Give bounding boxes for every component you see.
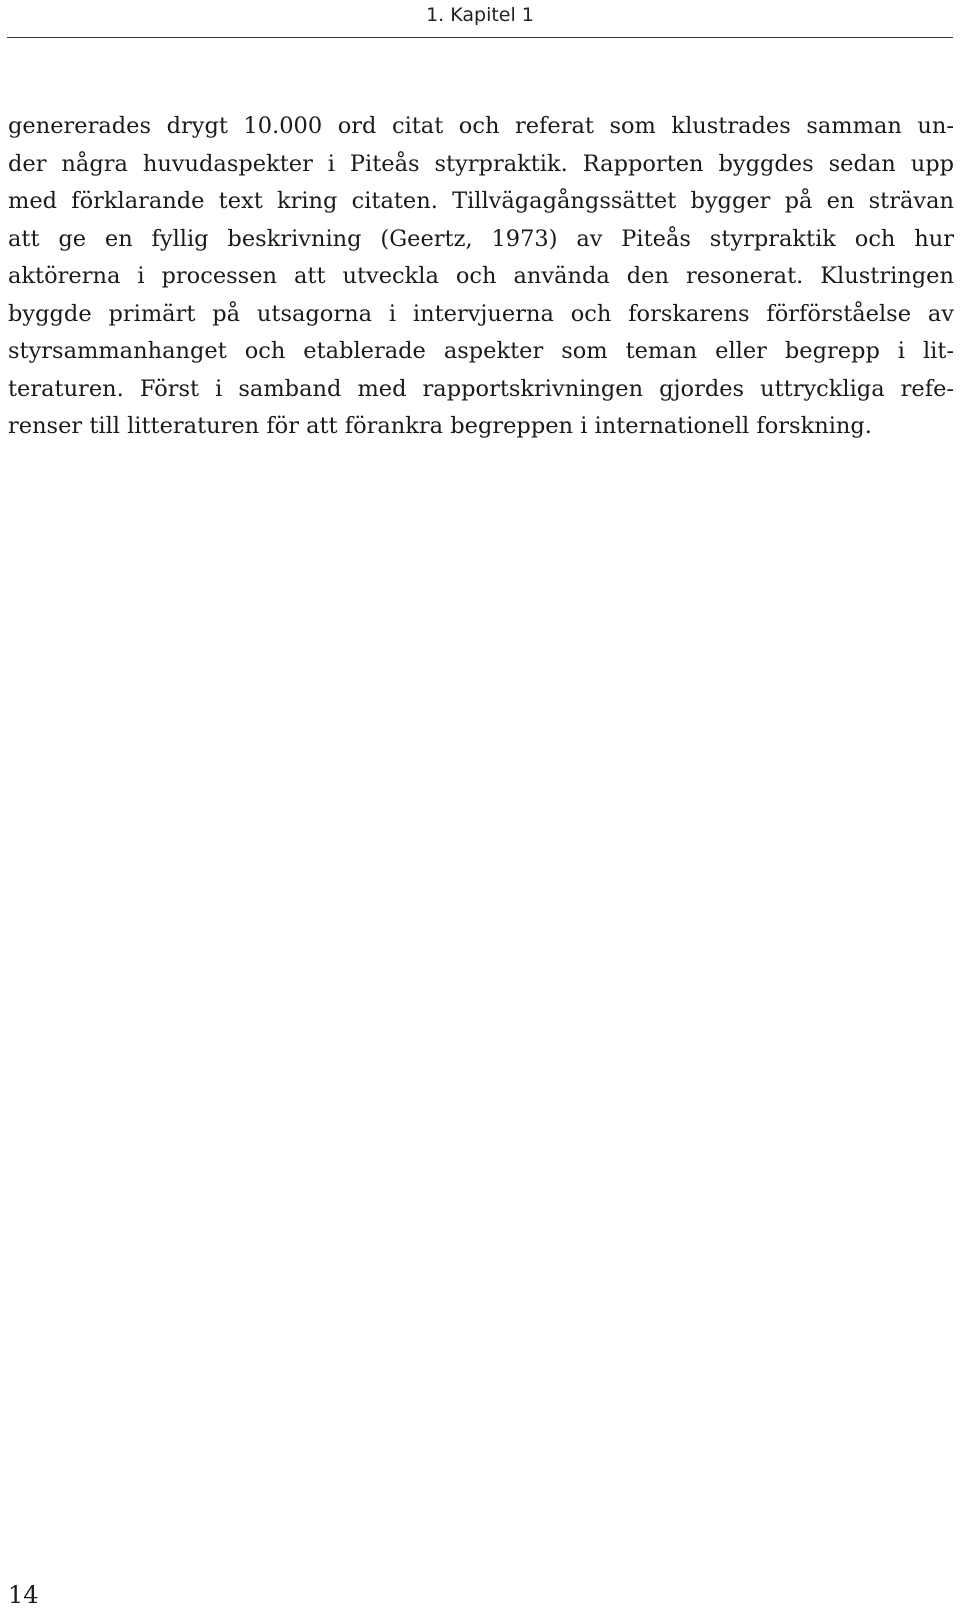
text-line: att ge en fyllig beskrivning (Geertz, 1973) av Piteås styrpraktik och hur	[8, 225, 954, 252]
body-paragraph	[8, 108, 954, 446]
text-line: aktörerna i processen att utveckla och använda den resonerat. Klustringen	[8, 263, 954, 289]
text-line: med förklarande text kring citaten. Tillvägagångssättet bygger på en strävan	[8, 188, 954, 214]
text-line: renser till litteraturen för att förankra begreppen i internationell forskning.	[8, 413, 872, 439]
header-rule	[7, 37, 953, 38]
text-line: der några huvudaspekter i Piteås styrpraktik. Rapporten byggdes sedan upp	[8, 150, 954, 177]
page-number: 14	[8, 1581, 39, 1609]
running-header	[0, 0, 960, 38]
text-line: teraturen. Först i samband med rapportskrivningen gjordes uttryckliga refe-	[8, 375, 954, 402]
text-line: byggde primärt på utsagorna i intervjuerna och forskarens förförståelse av	[8, 300, 954, 327]
text-line: genererades drygt 10.000 ord citat och referat som klustrades samman un-	[8, 113, 954, 139]
text-line: styrsammanhanget och etablerade aspekter som teman eller begrepp i lit-	[8, 338, 954, 364]
running-title: 1. Kapitel 1	[426, 4, 534, 26]
